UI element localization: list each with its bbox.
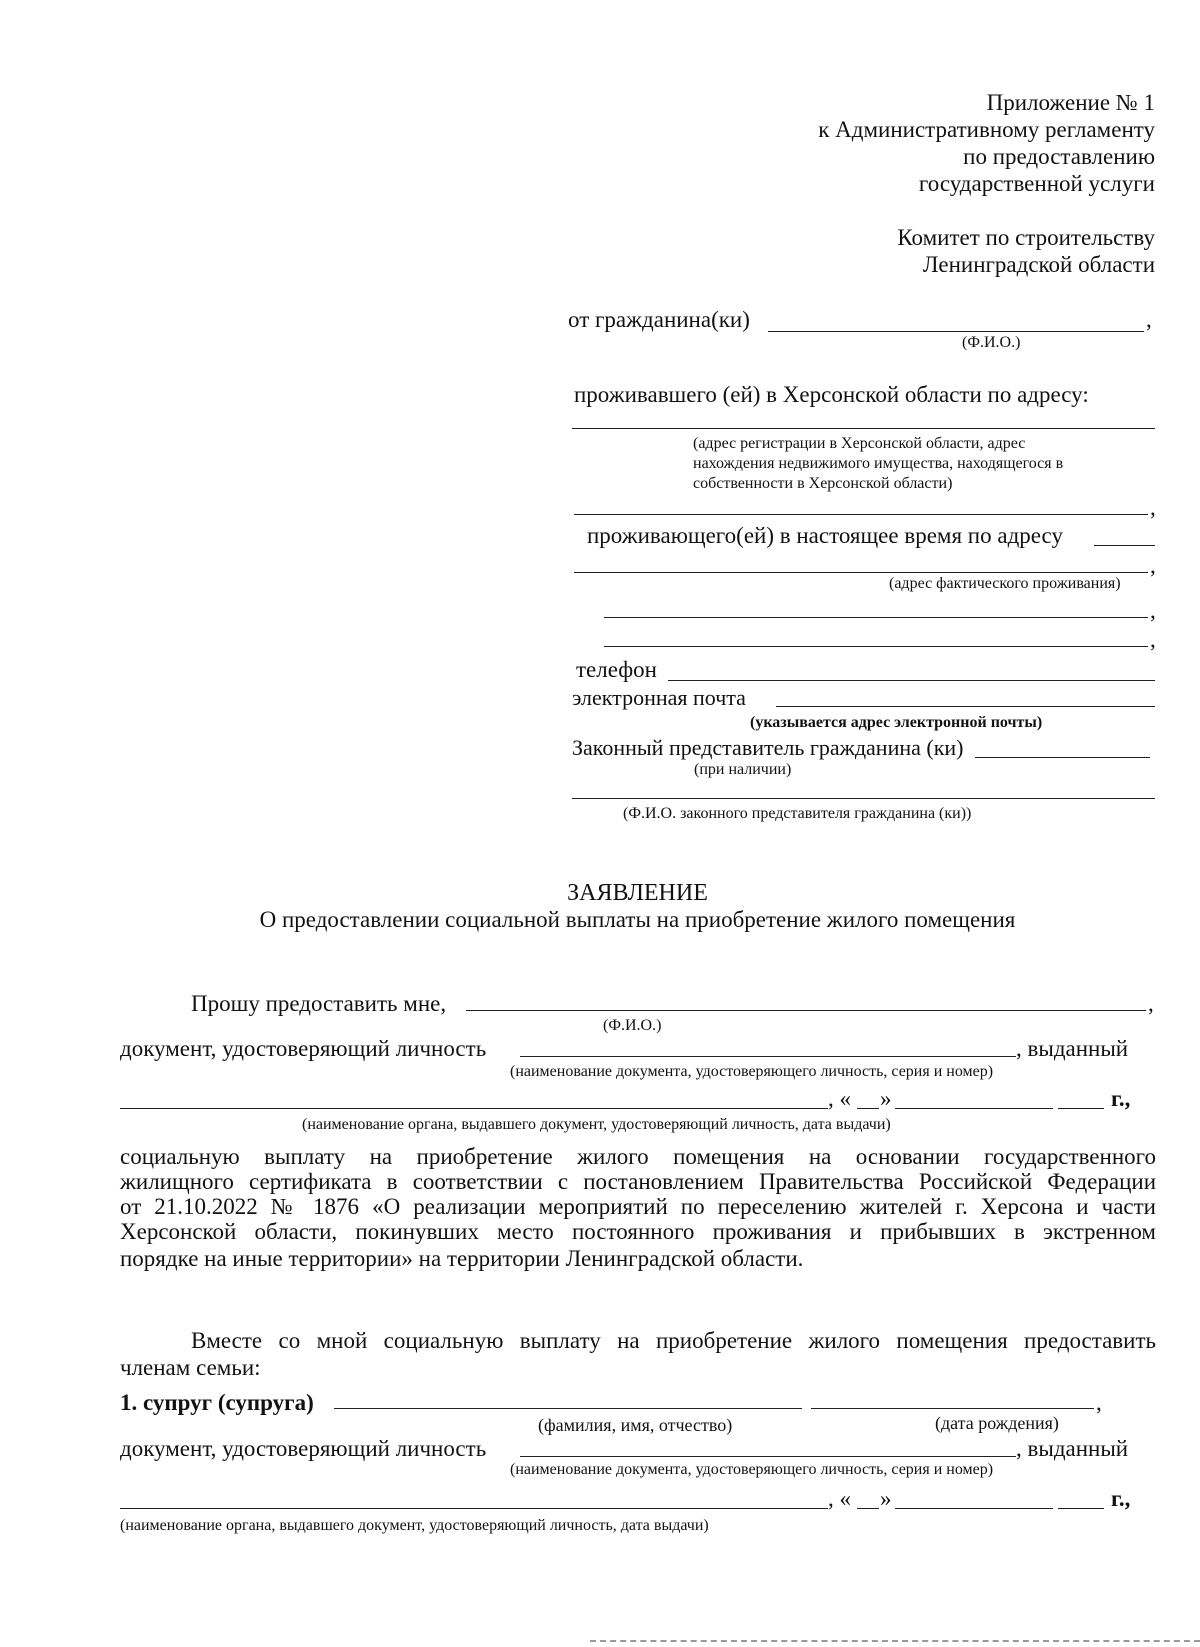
current-address-comma-1: ,	[1150, 553, 1156, 578]
spouse-issue-day-field[interactable]	[857, 1508, 879, 1509]
spouse-comma: ,	[1096, 1390, 1102, 1415]
appendix-provision: по предоставлению	[963, 144, 1155, 169]
email-label: электронная почта	[572, 685, 746, 710]
spouse-dob-caption: (дата рождения)	[935, 1413, 1059, 1433]
current-address-field-0[interactable]	[1094, 545, 1155, 546]
applicant-fio-caption: (Ф.И.О.)	[962, 334, 1021, 351]
phone-label: телефон	[576, 657, 657, 682]
email-field[interactable]	[776, 706, 1155, 707]
representative-label: Законный представитель гражданина (ки)	[572, 735, 964, 760]
spouse-id-document-caption: (наименование документа, удостоверяющего личность, серия и номер)	[510, 1461, 994, 1478]
id-document-label: документ, удостоверяющий личность	[120, 1036, 487, 1061]
issue-year-suffix: г.,	[1111, 1086, 1131, 1111]
previous-address-label: проживавшего (ей) в Херсонской области по адресу:	[574, 382, 1089, 407]
phone-field[interactable]	[668, 680, 1155, 681]
request-fio-field[interactable]	[466, 1010, 1146, 1011]
spouse-issue-year-suffix: г.,	[1111, 1486, 1131, 1511]
issuer-caption: (наименование органа, выдавшего документ, удостоверяющий личность, дата выдачи)	[302, 1116, 891, 1133]
spouse-issue-date-open: , «	[828, 1486, 851, 1511]
spouse-fio-field[interactable]	[334, 1408, 802, 1409]
body-line-5: порядке на иные территории» на территории Ленинградской области.	[120, 1246, 804, 1271]
current-address-comma-2: ,	[1150, 598, 1156, 623]
previous-address-comma: ,	[1150, 495, 1156, 520]
spouse-issue-month-field[interactable]	[895, 1508, 1053, 1509]
body-line-1: социальную выплату на приобретение жилого помещения на основании государственного	[120, 1144, 1156, 1169]
current-address-label: проживающего(ей) в настоящее время по адресу	[587, 523, 1063, 548]
applicant-fio-field[interactable]	[768, 331, 1144, 332]
representative-field[interactable]	[975, 757, 1150, 758]
spouse-id-document-label: документ, удостоверяющий личность	[120, 1436, 487, 1461]
spouse-id-document-issued: , выданный	[1016, 1436, 1129, 1461]
current-address-comma-3: ,	[1150, 627, 1156, 652]
current-address-field-1[interactable]	[574, 572, 1148, 573]
current-address-field-2[interactable]	[604, 617, 1148, 618]
family-intro-line-1: Вместе со мной социальную выплату на приобретение жилого помещения предоставить	[191, 1328, 1156, 1353]
spouse-id-document-field[interactable]	[520, 1456, 1016, 1457]
recipient-committee: Комитет по строительству	[897, 225, 1155, 250]
issue-date-close: »	[880, 1086, 892, 1111]
request-fio-caption: (Ф.И.О.)	[603, 1017, 662, 1034]
statement-title: ЗАЯВЛЕНИЕ	[567, 880, 708, 906]
spouse-issuer-caption: (наименование органа, выдавшего документ, удостоверяющий личность, дата выдачи)	[120, 1517, 709, 1534]
appendix-number: Приложение № 1	[986, 90, 1155, 115]
spouse-dob-field[interactable]	[811, 1408, 1094, 1409]
spouse-issuer-field[interactable]	[120, 1508, 828, 1509]
spouse-issue-date-close: »	[880, 1486, 892, 1511]
issue-day-field[interactable]	[857, 1108, 879, 1109]
issue-date-open: , «	[828, 1086, 851, 1111]
spouse-label: 1. супруг (супруга)	[120, 1390, 314, 1415]
request-comma: ,	[1148, 991, 1154, 1016]
previous-address-field-2[interactable]	[574, 514, 1148, 515]
family-intro-line-2: членам семьи:	[120, 1355, 261, 1380]
previous-address-field-1[interactable]	[572, 428, 1155, 429]
fio-comma: ,	[1146, 307, 1152, 332]
request-label: Прошу предоставить мне,	[191, 991, 447, 1016]
statement-subtitle: О предоставлении социальной выплаты на приобретение жилого помещения	[259, 907, 1016, 932]
spouse-fio-caption: (фамилия, имя, отчество)	[538, 1415, 733, 1435]
previous-address-caption-2: нахождения недвижимого имущества, находящегося в	[693, 455, 1064, 472]
issue-month-field[interactable]	[895, 1108, 1053, 1109]
email-caption: (указывается адрес электронной почты)	[750, 714, 1043, 731]
id-document-issued: , выданный	[1016, 1036, 1129, 1061]
from-citizen-label: от гражданина(ки)	[568, 307, 750, 332]
current-address-field-3[interactable]	[604, 646, 1148, 647]
body-line-3: от 21.10.2022 № 1876 «О реализации мероприятий по переселению жителей г. Херсона и части	[120, 1194, 1156, 1219]
previous-address-caption-1: (адрес регистрации в Херсонской области, адрес	[693, 435, 1026, 452]
appendix-service: государственной услуги	[918, 171, 1155, 196]
id-document-field[interactable]	[520, 1056, 1016, 1057]
recipient-region: Ленинградской области	[922, 252, 1155, 277]
page-bottom-edge	[590, 1640, 1200, 1642]
body-line-2: жилищного сертификата в соответствии с постановлением Правительства Российской Федерации	[120, 1169, 1156, 1194]
representative-fio-field[interactable]	[572, 798, 1155, 799]
representative-caption: (при наличии)	[694, 761, 792, 778]
id-document-caption: (наименование документа, удостоверяющего личность, серия и номер)	[510, 1063, 994, 1080]
issuer-field[interactable]	[120, 1108, 828, 1109]
issue-year-field[interactable]	[1058, 1108, 1104, 1109]
appendix-regulation: к Административному регламенту	[818, 117, 1155, 142]
spouse-issue-year-field[interactable]	[1058, 1508, 1104, 1509]
previous-address-caption-3: собственности в Херсонской области)	[693, 475, 953, 492]
body-line-4: Херсонской области, покинувших место постоянного проживания и прибывших в экстренном	[120, 1219, 1156, 1244]
current-address-caption: (адрес фактического проживания)	[889, 575, 1121, 592]
representative-fio-caption: (Ф.И.О. законного представителя гражданина (ки))	[623, 805, 972, 822]
